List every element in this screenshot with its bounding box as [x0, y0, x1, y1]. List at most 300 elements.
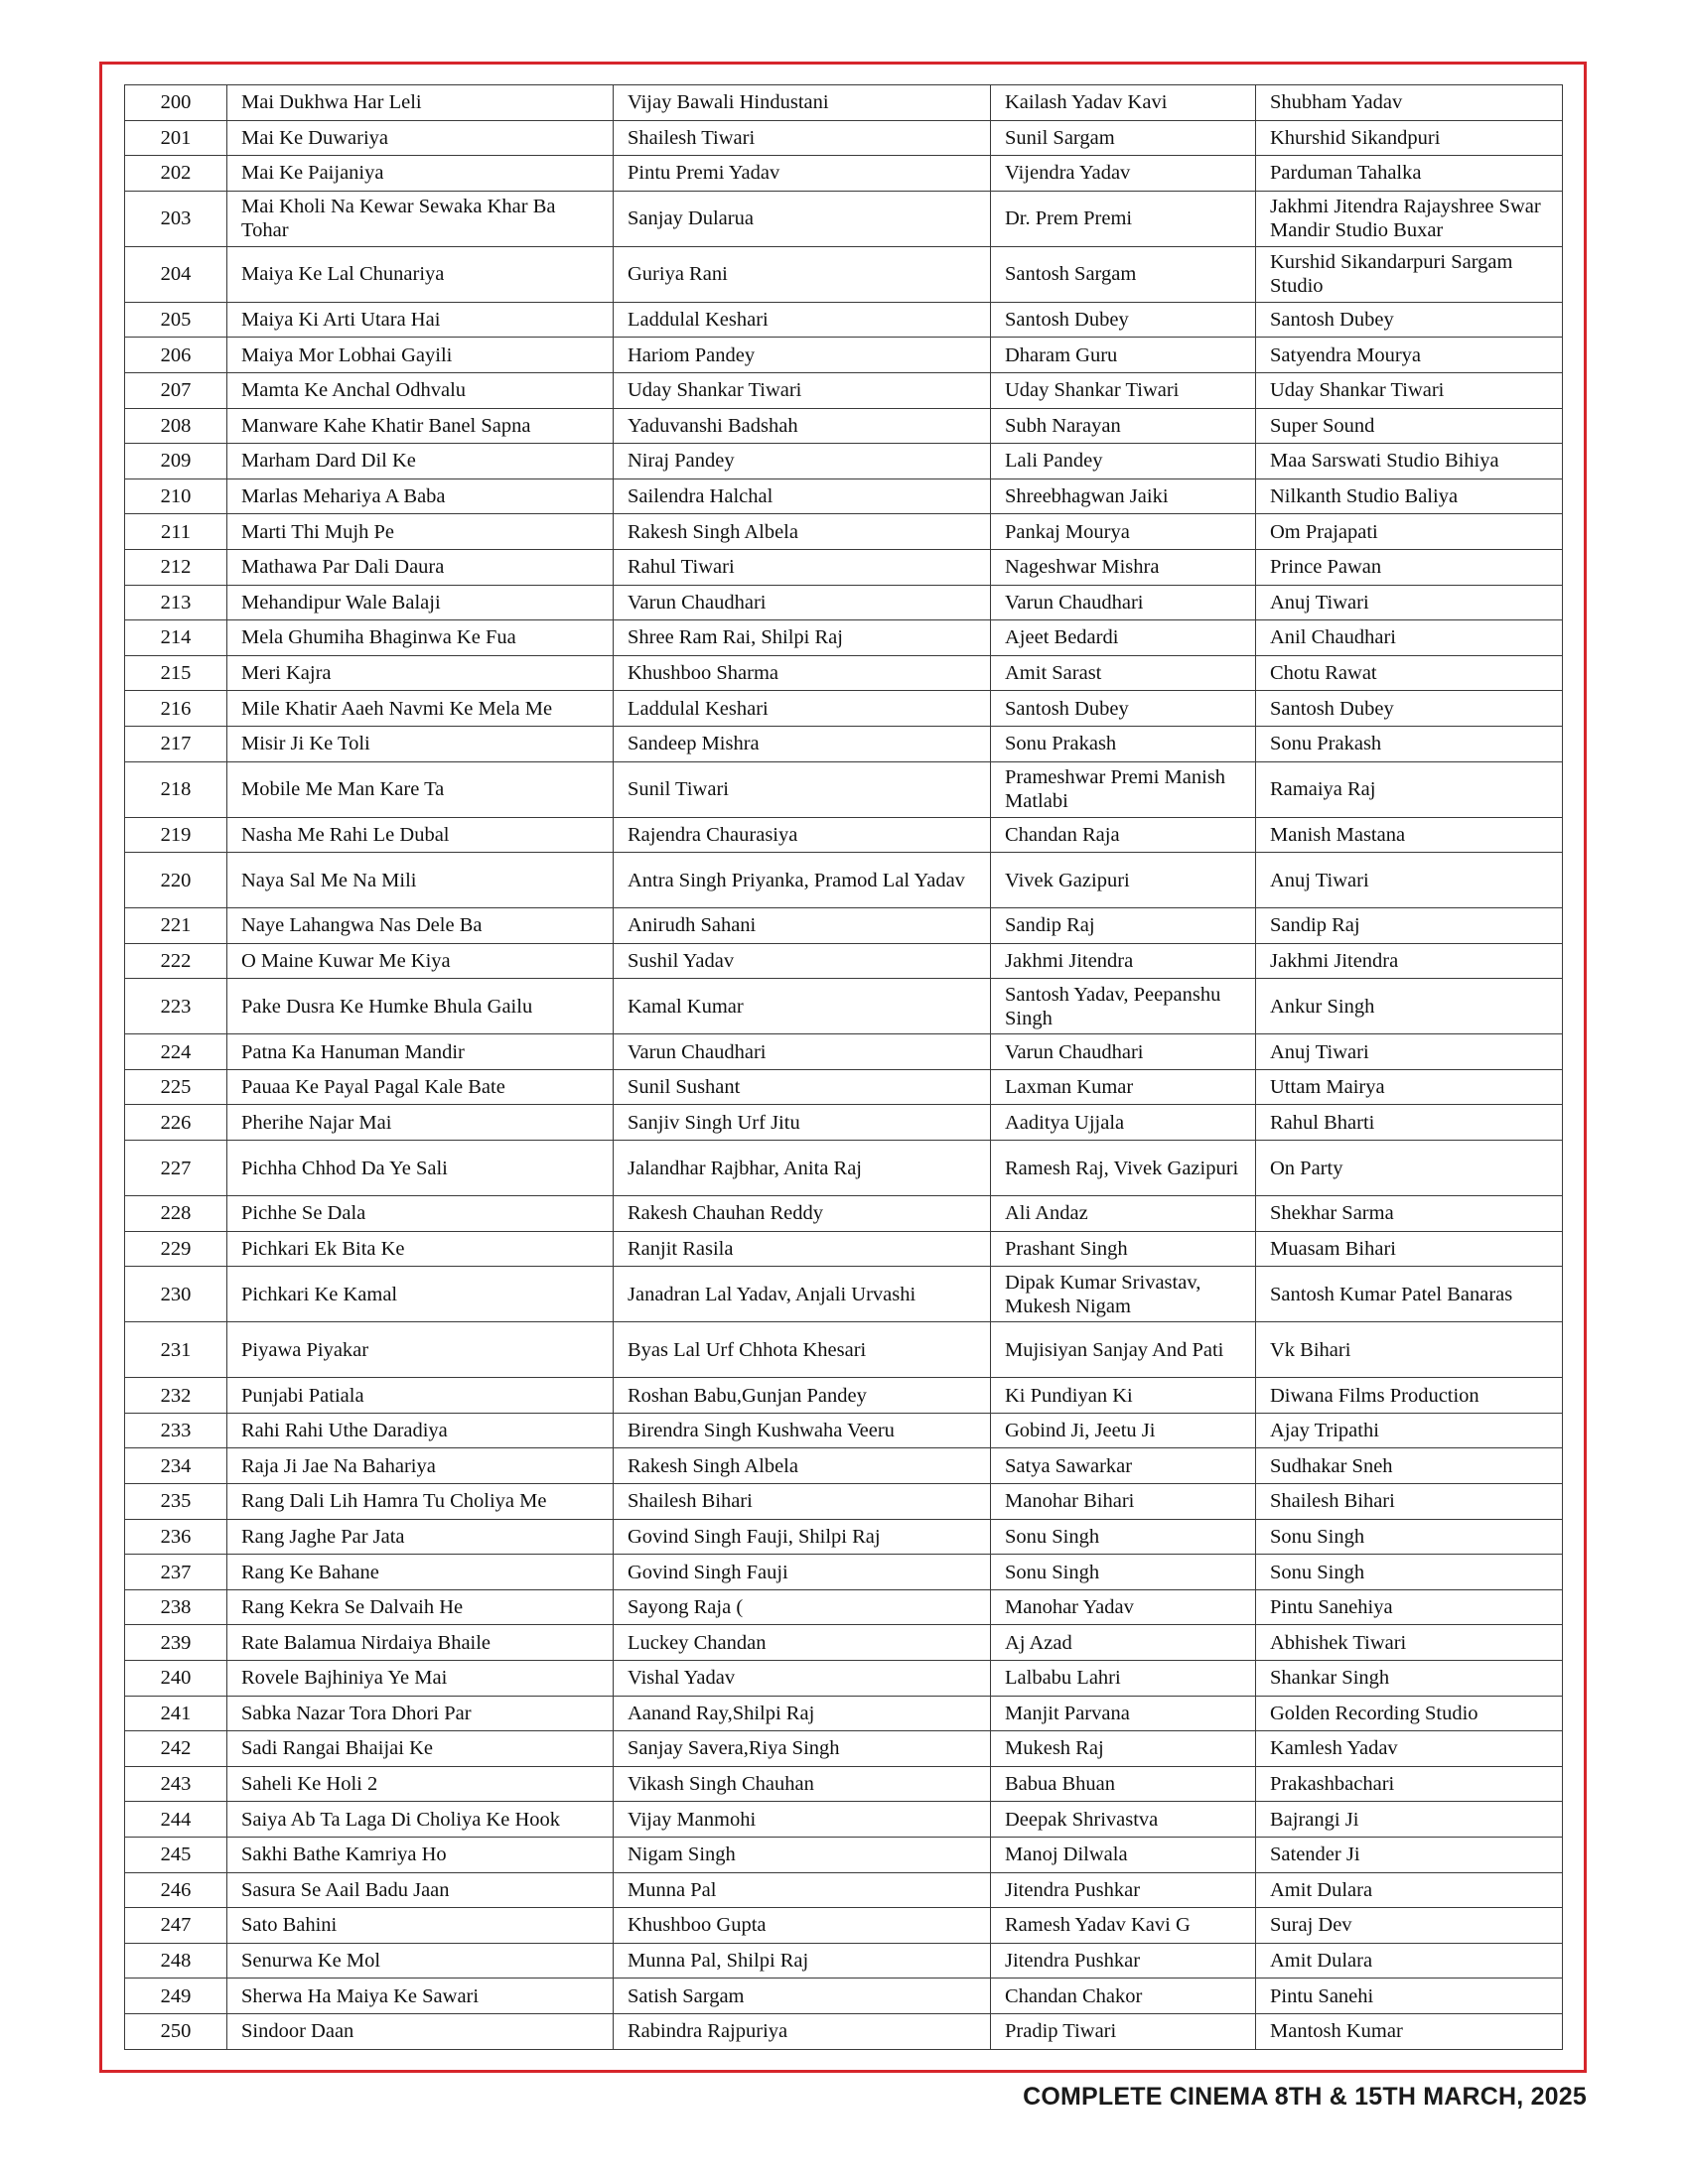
music-cell: Shankar Singh — [1256, 1661, 1563, 1697]
table-row — [125, 302, 1563, 338]
music-cell: Sonu Prakash — [1256, 726, 1563, 761]
serial-number-cell: 204 — [125, 246, 227, 302]
song-title-cell: Maiya Ki Arti Utara Hai — [227, 302, 614, 338]
song-title-cell: Pherihe Najar Mai — [227, 1105, 614, 1141]
singer-cell: Vikash Singh Chauhan — [614, 1766, 991, 1802]
serial-number-cell: 203 — [125, 191, 227, 246]
song-title-cell: Punjabi Patiala — [227, 1378, 614, 1414]
lyricist-cell: Vijendra Yadav — [991, 156, 1256, 192]
singer-cell: Laddulal Keshari — [614, 691, 991, 727]
table-row — [125, 1802, 1563, 1838]
table-row — [125, 549, 1563, 585]
singer-cell: Rahul Tiwari — [614, 549, 991, 585]
song-title-cell: Saiya Ab Ta Laga Di Choliya Ke Hook — [227, 1802, 614, 1838]
table-row — [125, 1069, 1563, 1105]
song-title-cell: Misir Ji Ke Toli — [227, 726, 614, 761]
music-cell: Bajrangi Ji — [1256, 1802, 1563, 1838]
table-row — [125, 585, 1563, 620]
serial-number-cell: 242 — [125, 1731, 227, 1767]
serial-number-cell: 248 — [125, 1943, 227, 1979]
singer-cell: Jalandhar Rajbhar, Anita Raj — [614, 1141, 991, 1196]
singer-cell: Aanand Ray,Shilpi Raj — [614, 1696, 991, 1731]
table-row — [125, 408, 1563, 444]
serial-number-cell: 235 — [125, 1484, 227, 1520]
serial-number-cell: 237 — [125, 1555, 227, 1590]
music-cell: Jakhmi Jitendra — [1256, 943, 1563, 979]
singer-cell: Kamal Kumar — [614, 979, 991, 1034]
table-row — [125, 246, 1563, 302]
lyricist-cell: Manjit Parvana — [991, 1696, 1256, 1731]
music-cell: Shekhar Sarma — [1256, 1196, 1563, 1232]
music-cell: Pintu Sanehiya — [1256, 1589, 1563, 1625]
table-row — [125, 1105, 1563, 1141]
music-cell: Shubham Yadav — [1256, 85, 1563, 121]
song-title-cell: Sakhi Bathe Kamriya Ho — [227, 1837, 614, 1872]
singer-cell: Sayong Raja ( — [614, 1589, 991, 1625]
singer-cell: Rajendra Chaurasiya — [614, 817, 991, 853]
table-row — [125, 372, 1563, 408]
table-row — [125, 1837, 1563, 1872]
lyricist-cell: Ramesh Raj, Vivek Gazipuri — [991, 1141, 1256, 1196]
lyricist-cell: Santosh Dubey — [991, 302, 1256, 338]
music-cell: Satyendra Mourya — [1256, 338, 1563, 373]
song-title-cell: Pake Dusra Ke Humke Bhula Gailu — [227, 979, 614, 1034]
music-cell: Santosh Dubey — [1256, 302, 1563, 338]
serial-number-cell: 230 — [125, 1267, 227, 1322]
song-title-cell: Mai Dukhwa Har Leli — [227, 85, 614, 121]
table-row — [125, 478, 1563, 514]
singer-cell: Luckey Chandan — [614, 1625, 991, 1661]
lyricist-cell: Dipak Kumar Srivastav, Mukesh Nigam — [991, 1267, 1256, 1322]
singer-cell: Sanjay Savera,Riya Singh — [614, 1731, 991, 1767]
song-table — [124, 84, 1563, 2050]
singer-cell: Uday Shankar Tiwari — [614, 372, 991, 408]
lyricist-cell: Dharam Guru — [991, 338, 1256, 373]
lyricist-cell: Ki Pundiyan Ki — [991, 1378, 1256, 1414]
song-title-cell: Piyawa Piyakar — [227, 1322, 614, 1378]
song-title-cell: Rahi Rahi Uthe Daradiya — [227, 1413, 614, 1448]
song-title-cell: Mai Ke Duwariya — [227, 120, 614, 156]
music-cell: Kurshid Sikandarpuri Sargam Studio — [1256, 246, 1563, 302]
music-cell: Santosh Dubey — [1256, 691, 1563, 727]
song-title-cell: Mobile Me Man Kare Ta — [227, 761, 614, 817]
singer-cell: Govind Singh Fauji, Shilpi Raj — [614, 1519, 991, 1555]
song-title-cell: Mamta Ke Anchal Odhvalu — [227, 372, 614, 408]
music-cell: Prince Pawan — [1256, 549, 1563, 585]
serial-number-cell: 234 — [125, 1448, 227, 1484]
song-title-cell: Mile Khatir Aaeh Navmi Ke Mela Me — [227, 691, 614, 727]
music-cell: Diwana Films Production — [1256, 1378, 1563, 1414]
music-cell: Mantosh Kumar — [1256, 2013, 1563, 2049]
lyricist-cell: Deepak Shrivastva — [991, 1802, 1256, 1838]
song-title-cell: Marham Dard Dil Ke — [227, 444, 614, 479]
music-cell: Golden Recording Studio — [1256, 1696, 1563, 1731]
song-table-body — [125, 85, 1563, 2050]
serial-number-cell: 211 — [125, 514, 227, 550]
music-cell: Ankur Singh — [1256, 979, 1563, 1034]
music-cell: Uttam Mairya — [1256, 1069, 1563, 1105]
lyricist-cell: Subh Narayan — [991, 408, 1256, 444]
song-title-cell: Pichkari Ek Bita Ke — [227, 1231, 614, 1267]
table-row — [125, 1484, 1563, 1520]
lyricist-cell: Lalbabu Lahri — [991, 1661, 1256, 1697]
serial-number-cell: 212 — [125, 549, 227, 585]
singer-cell: Khushboo Sharma — [614, 655, 991, 691]
music-cell: Prakashbachari — [1256, 1766, 1563, 1802]
serial-number-cell: 216 — [125, 691, 227, 727]
lyricist-cell: Prashant Singh — [991, 1231, 1256, 1267]
music-cell: Sudhakar Sneh — [1256, 1448, 1563, 1484]
singer-cell: Sandeep Mishra — [614, 726, 991, 761]
lyricist-cell: Kailash Yadav Kavi — [991, 85, 1256, 121]
table-row — [125, 1267, 1563, 1322]
table-row — [125, 191, 1563, 246]
serial-number-cell: 239 — [125, 1625, 227, 1661]
music-cell: Vk Bihari — [1256, 1322, 1563, 1378]
music-cell: Jakhmi Jitendra Rajayshree Swar Mandir Studio Buxar — [1256, 191, 1563, 246]
table-row — [125, 1322, 1563, 1378]
table-row — [125, 514, 1563, 550]
song-title-cell: Pichhe Se Dala — [227, 1196, 614, 1232]
serial-number-cell: 219 — [125, 817, 227, 853]
music-cell: Amit Dulara — [1256, 1943, 1563, 1979]
lyricist-cell: Pankaj Mourya — [991, 514, 1256, 550]
singer-cell: Sunil Tiwari — [614, 761, 991, 817]
lyricist-cell: Jakhmi Jitendra — [991, 943, 1256, 979]
lyricist-cell: Aj Azad — [991, 1625, 1256, 1661]
lyricist-cell: Sonu Singh — [991, 1555, 1256, 1590]
table-row — [125, 1943, 1563, 1979]
lyricist-cell: Ajeet Bedardi — [991, 620, 1256, 656]
song-title-cell: Sherwa Ha Maiya Ke Sawari — [227, 1979, 614, 2014]
song-title-cell: Marti Thi Mujh Pe — [227, 514, 614, 550]
singer-cell: Byas Lal Urf Chhota Khesari — [614, 1322, 991, 1378]
music-cell: Ramaiya Raj — [1256, 761, 1563, 817]
table-row — [125, 1448, 1563, 1484]
table-row — [125, 1979, 1563, 2014]
music-cell: Shailesh Bihari — [1256, 1484, 1563, 1520]
lyricist-cell: Mujisiyan Sanjay And Pati — [991, 1322, 1256, 1378]
music-cell: Amit Dulara — [1256, 1872, 1563, 1908]
serial-number-cell: 220 — [125, 853, 227, 908]
singer-cell: Shailesh Bihari — [614, 1484, 991, 1520]
singer-cell: Roshan Babu,Gunjan Pandey — [614, 1378, 991, 1414]
music-cell: Super Sound — [1256, 408, 1563, 444]
serial-number-cell: 249 — [125, 1979, 227, 2014]
serial-number-cell: 227 — [125, 1141, 227, 1196]
lyricist-cell: Aaditya Ujjala — [991, 1105, 1256, 1141]
song-title-cell: Naye Lahangwa Nas Dele Ba — [227, 908, 614, 944]
serial-number-cell: 240 — [125, 1661, 227, 1697]
serial-number-cell: 246 — [125, 1872, 227, 1908]
song-title-cell: Manware Kahe Khatir Banel Sapna — [227, 408, 614, 444]
table-row — [125, 1625, 1563, 1661]
table-row — [125, 338, 1563, 373]
music-cell: On Party — [1256, 1141, 1563, 1196]
lyricist-cell: Santosh Sargam — [991, 246, 1256, 302]
song-title-cell: Sadi Rangai Bhaijai Ke — [227, 1731, 614, 1767]
singer-cell: Varun Chaudhari — [614, 1034, 991, 1070]
singer-cell: Vijay Manmohi — [614, 1802, 991, 1838]
serial-number-cell: 228 — [125, 1196, 227, 1232]
table-row — [125, 1141, 1563, 1196]
singer-cell: Sailendra Halchal — [614, 478, 991, 514]
music-cell: Sandip Raj — [1256, 908, 1563, 944]
music-cell: Suraj Dev — [1256, 1908, 1563, 1944]
serial-number-cell: 200 — [125, 85, 227, 121]
song-title-cell: Rang Ke Bahane — [227, 1555, 614, 1590]
song-title-cell: Senurwa Ke Mol — [227, 1943, 614, 1979]
song-title-cell: Mathawa Par Dali Daura — [227, 549, 614, 585]
table-row — [125, 1034, 1563, 1070]
lyricist-cell: Dr. Prem Premi — [991, 191, 1256, 246]
singer-cell: Khushboo Gupta — [614, 1908, 991, 1944]
lyricist-cell: Amit Sarast — [991, 655, 1256, 691]
singer-cell: Anirudh Sahani — [614, 908, 991, 944]
singer-cell: Vijay Bawali Hindustani — [614, 85, 991, 121]
singer-cell: Sanjay Dularua — [614, 191, 991, 246]
table-row — [125, 1731, 1563, 1767]
music-cell: Manish Mastana — [1256, 817, 1563, 853]
serial-number-cell: 210 — [125, 478, 227, 514]
singer-cell: Pintu Premi Yadav — [614, 156, 991, 192]
table-row — [125, 655, 1563, 691]
serial-number-cell: 209 — [125, 444, 227, 479]
song-title-cell: Marlas Mehariya A Baba — [227, 478, 614, 514]
singer-cell: Rakesh Singh Albela — [614, 1448, 991, 1484]
lyricist-cell: Sonu Prakash — [991, 726, 1256, 761]
lyricist-cell: Vivek Gazipuri — [991, 853, 1256, 908]
serial-number-cell: 236 — [125, 1519, 227, 1555]
music-cell: Anil Chaudhari — [1256, 620, 1563, 656]
lyricist-cell: Ramesh Yadav Kavi G — [991, 1908, 1256, 1944]
serial-number-cell: 215 — [125, 655, 227, 691]
lyricist-cell: Shreebhagwan Jaiki — [991, 478, 1256, 514]
song-title-cell: Sindoor Daan — [227, 2013, 614, 2049]
singer-cell: Munna Pal, Shilpi Raj — [614, 1943, 991, 1979]
serial-number-cell: 223 — [125, 979, 227, 1034]
lyricist-cell: Lali Pandey — [991, 444, 1256, 479]
table-row — [125, 908, 1563, 944]
singer-cell: Guriya Rani — [614, 246, 991, 302]
table-row — [125, 620, 1563, 656]
serial-number-cell: 206 — [125, 338, 227, 373]
table-row — [125, 817, 1563, 853]
lyricist-cell: Varun Chaudhari — [991, 1034, 1256, 1070]
singer-cell: Rabindra Rajpuriya — [614, 2013, 991, 2049]
lyricist-cell: Babua Bhuan — [991, 1766, 1256, 1802]
serial-number-cell: 224 — [125, 1034, 227, 1070]
singer-cell: Sunil Sushant — [614, 1069, 991, 1105]
table-row — [125, 726, 1563, 761]
table-row — [125, 120, 1563, 156]
lyricist-cell: Jitendra Pushkar — [991, 1943, 1256, 1979]
serial-number-cell: 232 — [125, 1378, 227, 1414]
serial-number-cell: 244 — [125, 1802, 227, 1838]
music-cell: Khurshid Sikandpuri — [1256, 120, 1563, 156]
table-row — [125, 1908, 1563, 1944]
singer-cell: Shree Ram Rai, Shilpi Raj — [614, 620, 991, 656]
table-row — [125, 761, 1563, 817]
singer-cell: Niraj Pandey — [614, 444, 991, 479]
table-row — [125, 1872, 1563, 1908]
serial-number-cell: 231 — [125, 1322, 227, 1378]
music-cell: Pintu Sanehi — [1256, 1979, 1563, 2014]
singer-cell: Birendra Singh Kushwaha Veeru — [614, 1413, 991, 1448]
singer-cell: Munna Pal — [614, 1872, 991, 1908]
lyricist-cell: Manohar Yadav — [991, 1589, 1256, 1625]
table-row — [125, 1661, 1563, 1697]
music-cell: Om Prajapati — [1256, 514, 1563, 550]
singer-cell: Nigam Singh — [614, 1837, 991, 1872]
table-row — [125, 691, 1563, 727]
music-cell: Rahul Bharti — [1256, 1105, 1563, 1141]
lyricist-cell: Sandip Raj — [991, 908, 1256, 944]
music-cell: Anuj Tiwari — [1256, 853, 1563, 908]
table-row — [125, 1696, 1563, 1731]
song-title-cell: Meri Kajra — [227, 655, 614, 691]
song-title-cell: Saheli Ke Holi 2 — [227, 1766, 614, 1802]
singer-cell: Laddulal Keshari — [614, 302, 991, 338]
lyricist-cell: Santosh Dubey — [991, 691, 1256, 727]
serial-number-cell: 202 — [125, 156, 227, 192]
music-cell: Anuj Tiwari — [1256, 585, 1563, 620]
serial-number-cell: 238 — [125, 1589, 227, 1625]
serial-number-cell: 205 — [125, 302, 227, 338]
song-title-cell: Patna Ka Hanuman Mandir — [227, 1034, 614, 1070]
lyricist-cell: Sunil Sargam — [991, 120, 1256, 156]
music-cell: Uday Shankar Tiwari — [1256, 372, 1563, 408]
music-cell: Parduman Tahalka — [1256, 156, 1563, 192]
table-row — [125, 943, 1563, 979]
music-cell: Muasam Bihari — [1256, 1231, 1563, 1267]
music-cell: Chotu Rawat — [1256, 655, 1563, 691]
table-row — [125, 2013, 1563, 2049]
song-title-cell: O Maine Kuwar Me Kiya — [227, 943, 614, 979]
lyricist-cell: Mukesh Raj — [991, 1731, 1256, 1767]
serial-number-cell: 221 — [125, 908, 227, 944]
song-title-cell: Maiya Ke Lal Chunariya — [227, 246, 614, 302]
singer-cell: Hariom Pandey — [614, 338, 991, 373]
singer-cell: Sushil Yadav — [614, 943, 991, 979]
table-row — [125, 156, 1563, 192]
serial-number-cell: 214 — [125, 620, 227, 656]
singer-cell: Ranjit Rasila — [614, 1231, 991, 1267]
table-row — [125, 444, 1563, 479]
song-title-cell: Pauaa Ke Payal Pagal Kale Bate — [227, 1069, 614, 1105]
table-row — [125, 1555, 1563, 1590]
song-title-cell: Pichha Chhod Da Ye Sali — [227, 1141, 614, 1196]
song-title-cell: Rate Balamua Nirdaiya Bhaile — [227, 1625, 614, 1661]
song-title-cell: Sabka Nazar Tora Dhori Par — [227, 1696, 614, 1731]
music-cell: Maa Sarswati Studio Bihiya — [1256, 444, 1563, 479]
table-row — [125, 1589, 1563, 1625]
song-title-cell: Maiya Mor Lobhai Gayili — [227, 338, 614, 373]
singer-cell: Rakesh Chauhan Reddy — [614, 1196, 991, 1232]
serial-number-cell: 243 — [125, 1766, 227, 1802]
singer-cell: Satish Sargam — [614, 1979, 991, 2014]
table-row — [125, 85, 1563, 121]
serial-number-cell: 229 — [125, 1231, 227, 1267]
music-cell: Satender Ji — [1256, 1837, 1563, 1872]
table-row — [125, 1519, 1563, 1555]
table-row — [125, 1231, 1563, 1267]
lyricist-cell: Satya Sawarkar — [991, 1448, 1256, 1484]
lyricist-cell: Gobind Ji, Jeetu Ji — [991, 1413, 1256, 1448]
lyricist-cell: Nageshwar Mishra — [991, 549, 1256, 585]
song-title-cell: Mehandipur Wale Balaji — [227, 585, 614, 620]
song-title-cell: Naya Sal Me Na Mili — [227, 853, 614, 908]
music-cell: Kamlesh Yadav — [1256, 1731, 1563, 1767]
singer-cell: Janadran Lal Yadav, Anjali Urvashi — [614, 1267, 991, 1322]
table-row — [125, 853, 1563, 908]
music-cell: Sonu Singh — [1256, 1519, 1563, 1555]
serial-number-cell: 217 — [125, 726, 227, 761]
music-cell: Sonu Singh — [1256, 1555, 1563, 1590]
music-cell: Abhishek Tiwari — [1256, 1625, 1563, 1661]
serial-number-cell: 241 — [125, 1696, 227, 1731]
serial-number-cell: 213 — [125, 585, 227, 620]
singer-cell: Govind Singh Fauji — [614, 1555, 991, 1590]
song-title-cell: Rovele Bajhiniya Ye Mai — [227, 1661, 614, 1697]
serial-number-cell: 201 — [125, 120, 227, 156]
song-title-cell: Nasha Me Rahi Le Dubal — [227, 817, 614, 853]
serial-number-cell: 245 — [125, 1837, 227, 1872]
serial-number-cell: 247 — [125, 1908, 227, 1944]
music-cell: Nilkanth Studio Baliya — [1256, 478, 1563, 514]
music-cell: Santosh Kumar Patel Banaras — [1256, 1267, 1563, 1322]
song-title-cell: Pichkari Ke Kamal — [227, 1267, 614, 1322]
song-title-cell: Sasura Se Aail Badu Jaan — [227, 1872, 614, 1908]
lyricist-cell: Pradip Tiwari — [991, 2013, 1256, 2049]
song-title-cell: Mai Ke Paijaniya — [227, 156, 614, 192]
table-row — [125, 1196, 1563, 1232]
lyricist-cell: Uday Shankar Tiwari — [991, 372, 1256, 408]
song-title-cell: Sato Bahini — [227, 1908, 614, 1944]
lyricist-cell: Santosh Yadav, Peepanshu Singh — [991, 979, 1256, 1034]
serial-number-cell: 208 — [125, 408, 227, 444]
lyricist-cell: Laxman Kumar — [991, 1069, 1256, 1105]
music-cell: Anuj Tiwari — [1256, 1034, 1563, 1070]
lyricist-cell: Prameshwar Premi Manish Matlabi — [991, 761, 1256, 817]
lyricist-cell: Chandan Raja — [991, 817, 1256, 853]
footer-publication-line: COMPLETE CINEMA 8TH & 15TH MARCH, 2025 — [1023, 2083, 1587, 2111]
serial-number-cell: 207 — [125, 372, 227, 408]
singer-cell: Sanjiv Singh Urf Jitu — [614, 1105, 991, 1141]
serial-number-cell: 222 — [125, 943, 227, 979]
song-title-cell: Mai Kholi Na Kewar Sewaka Khar Ba Tohar — [227, 191, 614, 246]
serial-number-cell: 250 — [125, 2013, 227, 2049]
serial-number-cell: 233 — [125, 1413, 227, 1448]
singer-cell: Antra Singh Priyanka, Pramod Lal Yadav — [614, 853, 991, 908]
singer-cell: Yaduvanshi Badshah — [614, 408, 991, 444]
lyricist-cell: Manohar Bihari — [991, 1484, 1256, 1520]
lyricist-cell: Ali Andaz — [991, 1196, 1256, 1232]
song-title-cell: Raja Ji Jae Na Bahariya — [227, 1448, 614, 1484]
table-row — [125, 979, 1563, 1034]
singer-cell: Shailesh Tiwari — [614, 120, 991, 156]
singer-cell: Rakesh Singh Albela — [614, 514, 991, 550]
song-title-cell: Rang Kekra Se Dalvaih He — [227, 1589, 614, 1625]
serial-number-cell: 218 — [125, 761, 227, 817]
serial-number-cell: 225 — [125, 1069, 227, 1105]
lyricist-cell: Manoj Dilwala — [991, 1837, 1256, 1872]
music-cell: Ajay Tripathi — [1256, 1413, 1563, 1448]
song-title-cell: Mela Ghumiha Bhaginwa Ke Fua — [227, 620, 614, 656]
serial-number-cell: 226 — [125, 1105, 227, 1141]
singer-cell: Varun Chaudhari — [614, 585, 991, 620]
lyricist-cell: Varun Chaudhari — [991, 585, 1256, 620]
